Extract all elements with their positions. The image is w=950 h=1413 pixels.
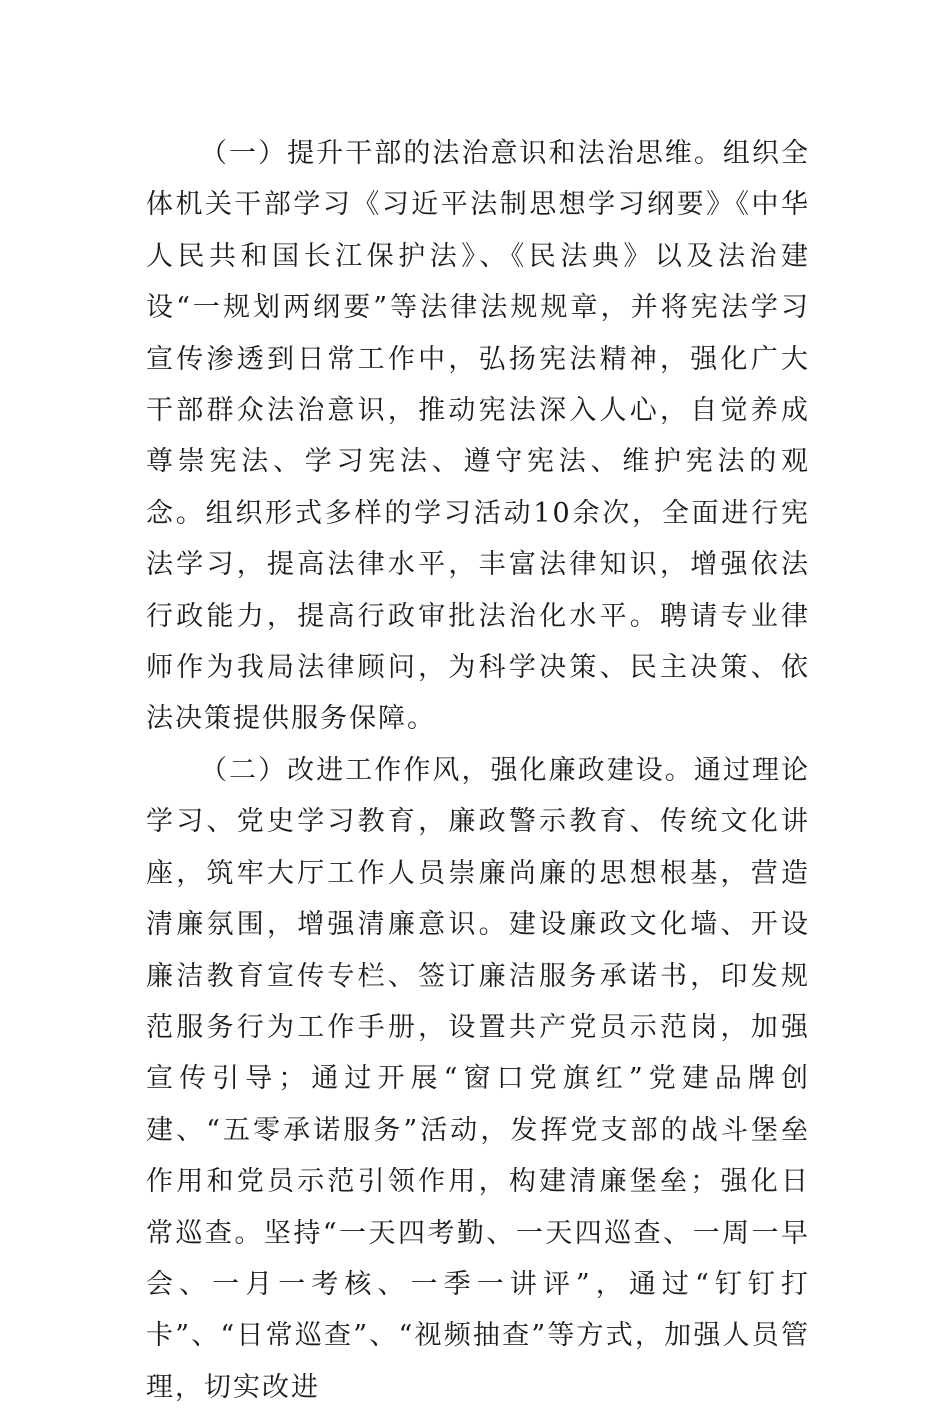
paragraph-cadre-legal-awareness: （一）提升干部的法治意识和法治思维。组织全体机关干部学习《习近平法制思想学习纲要》《中华人民共和国长江保护法》、《民法典》以及法治建设“一规划两纲要”等法律法规规章，并将宪法学习宣传渗透到日常工作中，弘扬宪法精神，强化广大干部群众法治意识，推动宪法深入人心，自觉养成尊崇宪法、学习宪法、遵守宪法、维护宪法的观念。组织形式多样的学习活动10余次，全面进行宪法学习，提高法律水平，丰富法律知识，增强依法行政能力，提高行政审批法治化水平。聘请专业律师作为我局法律顾问，为科学决策、民主决策、依法决策提供服务保障。 [146, 138, 810, 735]
document-body [146, 128, 810, 1413]
paragraph-work-style-integrity: （二）改进工作作风，强化廉政建设。通过理论学习、党史学习教育，廉政警示教育、传统文化讲座，筑牢大厅工作人员崇廉尚廉的思想根基，营造清廉氛围，增强清廉意识。建设廉政文化墙、开设廉洁教育宣传专栏、签订廉洁服务承诺书，印发规范服务行为工作手册，设置共产党员示范岗，加强宣传引导；通过开展“窗口党旗红”党建品牌创建、“五零承诺服务”活动，发挥党支部的战斗堡垒作用和党员示范引领作用，构建清廉堡垒；强化日常巡查。坚持“一天四考勤、一天四巡查、一周一早会、一月一考核、一季一讲评”，通过“钉钉打卡”、“日常巡查”、“视频抽查”等方式，加强人员管理，切实改进 [146, 754, 810, 1403]
